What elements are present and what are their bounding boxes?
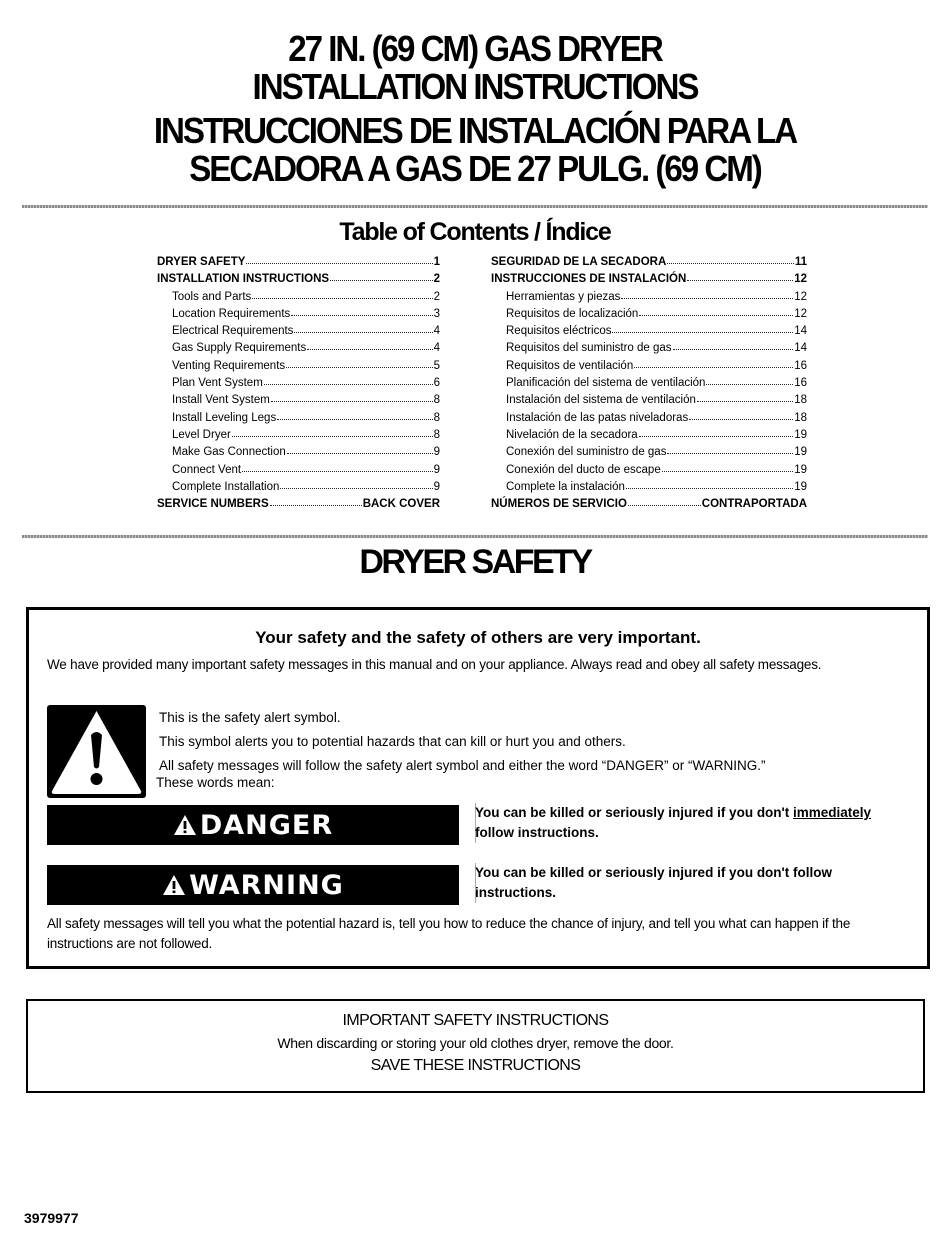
toc-entry[interactable]: [157, 289, 440, 306]
toc-entry-page: 2: [433, 290, 440, 303]
toc-entry[interactable]: [491, 254, 807, 271]
toc-entry-page: 19: [794, 463, 807, 476]
toc-entry-page: 16: [794, 359, 807, 372]
toc-leader-dots: [662, 461, 793, 472]
toc-leader-dots: [232, 426, 433, 437]
toc-leader-dots: [673, 339, 794, 350]
warning-label: WARNING: [189, 869, 344, 901]
toc-entry-label: Plan Vent System: [172, 377, 263, 390]
important-heading: IMPORTANT SAFETY INSTRUCTIONS: [342, 1012, 609, 1029]
toc-leader-dots: [286, 357, 432, 368]
toc-entry[interactable]: [157, 444, 440, 461]
toc-entry-label: Gas Supply Requirements: [172, 342, 307, 355]
toc-entry-label: Planificación del sistema de ventilación: [506, 377, 706, 390]
danger-description: You can be killed or seriously injured if you don't immediately follow instructions.: [475, 803, 926, 843]
toc-entry-label: Level Dryer: [172, 428, 231, 441]
document-title: [0, 30, 950, 188]
toc-entry-page: 1: [433, 256, 440, 268]
toc-entry[interactable]: [157, 410, 440, 427]
title-en-line-2: INSTALLATION INSTRUCTIONS: [252, 66, 698, 107]
toc-entry-page: 16: [794, 377, 807, 390]
toc-heading: Table of Contents / Índice: [339, 218, 611, 246]
toc-entry-page: 8: [433, 411, 440, 424]
alert-explanation: [156, 706, 766, 791]
toc-entry[interactable]: [157, 358, 440, 375]
safety-alert-triangle-icon: [47, 705, 146, 798]
toc-entry-page: 5: [433, 359, 440, 372]
toc-entry[interactable]: [491, 289, 807, 306]
toc-leader-dots: [307, 339, 432, 350]
toc-leader-dots: [697, 391, 793, 402]
toc-entry-page: BACK COVER: [362, 498, 440, 511]
toc-entry-label: Tools and Parts: [172, 290, 252, 303]
save-instructions-text: SAVE THESE INSTRUCTIONS: [370, 1057, 581, 1074]
toc-leader-dots: [242, 461, 433, 472]
toc-entry[interactable]: [491, 271, 807, 288]
toc-entry-page: 19: [794, 446, 807, 459]
toc-entry-page: 18: [794, 394, 807, 407]
toc-entry[interactable]: [157, 462, 440, 479]
toc-entry-label: Install Leveling Legs: [172, 411, 277, 424]
toc-entry[interactable]: [491, 410, 807, 427]
toc-entry-label: Requisitos de ventilación: [506, 359, 634, 372]
warning-triangle-icon: [173, 814, 197, 836]
toc-leader-dots: [621, 288, 793, 299]
toc-entry[interactable]: [491, 479, 807, 496]
toc-entry-label: SEGURIDAD DE LA SECADORA: [491, 256, 667, 268]
toc-entry-page: 4: [433, 342, 440, 355]
toc-entry-page: 14: [794, 342, 807, 355]
toc-entry-label: Complete Installation: [172, 480, 280, 493]
toc-entry[interactable]: [157, 375, 440, 392]
important-safety-instructions-box: [26, 999, 925, 1093]
toc-entry[interactable]: [491, 462, 807, 479]
toc-english-column: [157, 254, 440, 513]
toc-leader-dots: [264, 374, 433, 385]
toc-entry-page: 3: [433, 307, 440, 320]
toc-entry-label: Herramientas y piezas: [506, 290, 621, 303]
toc-entry-label: Conexión del suministro de gas: [506, 446, 667, 459]
toc-leader-dots: [330, 270, 433, 281]
alert-line: All safety messages will follow the safety alert symbol and either the word “DANGER” or “WARNING.”: [159, 758, 766, 773]
warning-description: You can be killed or seriously injured if you don't follow instructions.: [475, 863, 926, 903]
toc-entry[interactable]: [491, 427, 807, 444]
alert-line: This symbol alerts you to potential hazards that can kill or hurt you and others.: [159, 734, 626, 749]
toc-entry[interactable]: [157, 271, 440, 288]
toc-leader-dots: [287, 443, 433, 454]
toc-entry-page: 12: [794, 307, 807, 320]
toc-leader-dots: [291, 305, 432, 316]
toc-entry-label: Location Requirements: [172, 307, 291, 320]
toc-entry-page: 9: [433, 446, 440, 459]
toc-leader-dots: [689, 409, 793, 420]
toc-entry-page: 8: [433, 394, 440, 407]
toc-entry-label: Nivelación de la secadora: [506, 428, 638, 441]
toc-entry-page: 9: [433, 463, 440, 476]
toc-entry[interactable]: [157, 427, 440, 444]
toc-entry[interactable]: [491, 375, 807, 392]
toc-entry-page: 12: [794, 273, 807, 286]
toc-leader-dots: [252, 288, 432, 299]
toc-leader-dots: [706, 374, 793, 385]
safety-outro-text: All safety messages will tell you what the potential hazard is, tell you how to reduce the chance of injury, and tell you what can happen if the instructions are not followed.: [47, 916, 851, 951]
toc-entry-label: INSTRUCCIONES DE INSTALACIÓN: [491, 273, 687, 286]
toc-leader-dots: [294, 322, 432, 333]
document-number: 3979977: [24, 1210, 79, 1226]
toc-entry[interactable]: [491, 323, 807, 340]
title-es-line-2: SECADORA A GAS DE 27 PULG. (69 CM): [189, 148, 761, 189]
safety-intro-text: We have provided many important safety messages in this manual and on your appliance. Always read and obey all safety messages.: [47, 657, 822, 672]
toc-spanish-column: [491, 254, 807, 513]
toc-leader-dots: [639, 305, 793, 316]
toc-entry[interactable]: [157, 254, 440, 271]
toc-entry[interactable]: [157, 340, 440, 357]
toc-entry-label: DRYER SAFETY: [157, 256, 246, 268]
toc-entry-page: 11: [794, 256, 807, 268]
toc-leader-dots: [612, 322, 793, 333]
divider-rule: [22, 535, 928, 538]
toc-entry[interactable]: [157, 479, 440, 496]
danger-label: DANGER: [199, 809, 334, 841]
toc-entry-page: 4: [433, 325, 440, 338]
toc-entry-label: NÚMEROS DE SERVICIO: [491, 498, 627, 511]
toc-entry-label: Connect Vent: [172, 463, 242, 476]
toc-leader-dots: [280, 478, 432, 489]
toc-entry-page: 9: [433, 480, 440, 493]
toc-entry-label: Instalación de las patas niveladoras: [506, 411, 689, 424]
toc-entry[interactable]: [491, 392, 807, 409]
toc-entry-label: SERVICE NUMBERS: [157, 498, 269, 511]
toc-entry-label: Requisitos de localización: [506, 307, 639, 320]
toc-entry-label: Make Gas Connection: [172, 446, 286, 459]
toc-entry-page: CONTRAPORTADA: [701, 498, 807, 511]
toc-leader-dots: [687, 270, 793, 281]
toc-leader-dots: [628, 495, 701, 506]
toc-entry-label: INSTALLATION INSTRUCTIONS: [157, 273, 330, 286]
toc-leader-dots: [270, 495, 362, 506]
important-body: When discarding or storing your old clothes dryer, remove the door.: [277, 1035, 674, 1051]
toc-leader-dots: [639, 426, 794, 437]
toc-entry-page: 18: [794, 411, 807, 424]
toc-entry-page: 12: [794, 290, 807, 303]
toc-entry[interactable]: [491, 306, 807, 323]
toc-entry-label: Requisitos eléctricos: [506, 325, 612, 338]
toc-entry[interactable]: [491, 340, 807, 357]
toc-entry-label: Complete la instalación: [506, 480, 625, 493]
toc-leader-dots: [667, 443, 793, 454]
alert-line: This is the safety alert symbol.: [159, 710, 341, 725]
toc-leader-dots: [634, 357, 793, 368]
safety-headline: Your safety and the safety of others are very important.: [255, 628, 701, 647]
danger-signal-bar: [47, 805, 459, 845]
toc-entry[interactable]: [491, 496, 807, 513]
toc-entry[interactable]: [157, 323, 440, 340]
toc-entry-page: 6: [433, 377, 440, 390]
toc-entry-label: Electrical Requirements: [172, 325, 294, 338]
toc-entry[interactable]: [491, 358, 807, 375]
toc-entry-page: 14: [794, 325, 807, 338]
warning-signal-bar: [47, 865, 459, 905]
toc-entry-label: Instalación del sistema de ventilación: [506, 394, 696, 407]
toc-entry-label: Requisitos del suministro de gas: [506, 342, 672, 355]
toc-leader-dots: [667, 253, 794, 264]
toc-entry-page: 19: [794, 428, 807, 441]
toc-entry-page: 19: [794, 480, 807, 493]
warning-triangle-icon: [162, 874, 186, 896]
toc-leader-dots: [271, 391, 433, 402]
toc-entry-label: Venting Requirements: [172, 359, 286, 372]
toc-entry[interactable]: [157, 306, 440, 323]
toc-leader-dots: [626, 478, 793, 489]
divider-rule: [22, 205, 928, 208]
toc-entry-page: 2: [433, 273, 440, 286]
emphasis-immediately: immediately: [793, 805, 872, 820]
toc-leader-dots: [277, 409, 432, 420]
toc-entry[interactable]: [157, 392, 440, 409]
toc-entry[interactable]: [491, 444, 807, 461]
toc-entry[interactable]: [157, 496, 440, 513]
title-en-line-1: 27 IN. (69 CM) GAS DRYER: [288, 28, 662, 69]
toc-entry-label: Conexión del ducto de escape: [506, 463, 661, 476]
safety-message-box: [26, 607, 930, 969]
toc-entry-page: 8: [433, 428, 440, 441]
alert-line: These words mean:: [156, 775, 275, 790]
toc-leader-dots: [246, 253, 432, 264]
section-title: DRYER SAFETY: [359, 543, 591, 581]
toc-entry-label: Install Vent System: [172, 394, 270, 407]
title-es-line-1: INSTRUCCIONES DE INSTALACIÓN PARA LA: [153, 110, 797, 151]
